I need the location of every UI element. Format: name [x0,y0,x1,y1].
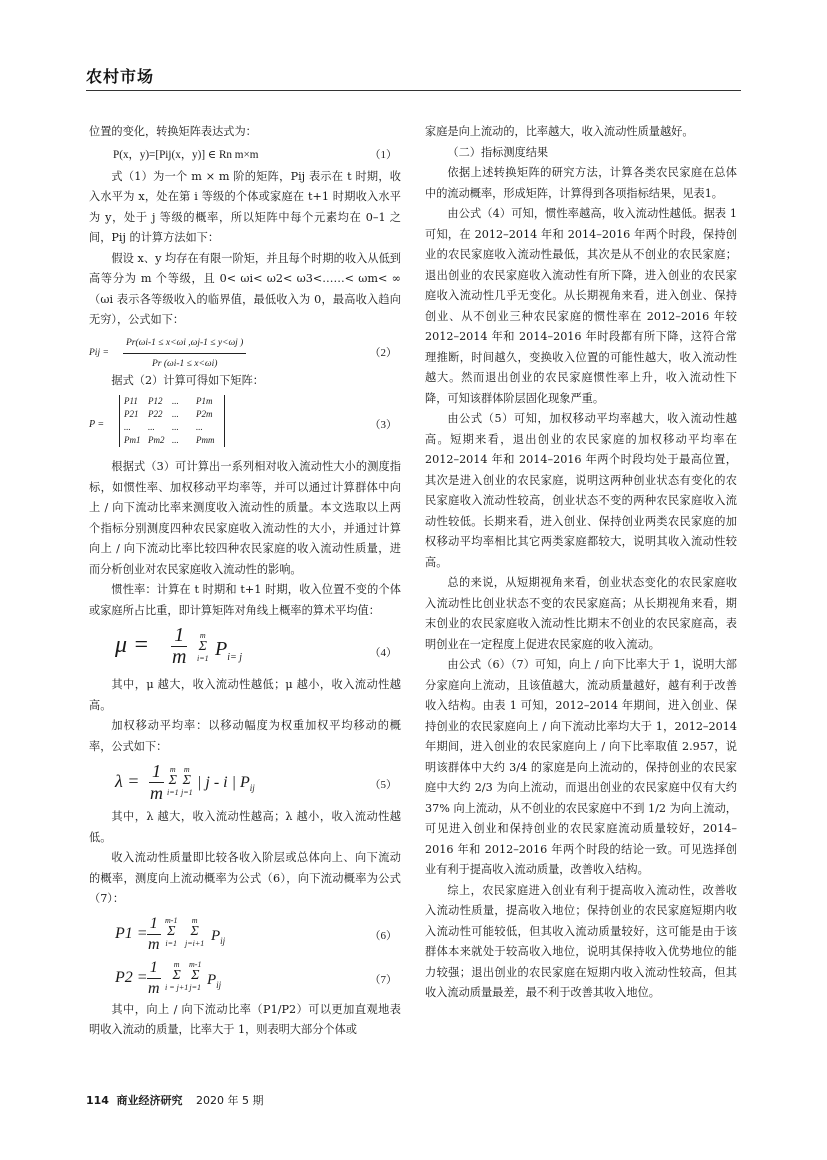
equation-2-fraction [123,333,246,375]
equation-6-number: （6） [369,929,397,942]
matrix-cell: P21 [124,409,139,419]
paragraph: 综上，农民家庭进入创业有利于提高收入流动性，改善收入流动性质量，提高收入地位；保持创业的农民家庭短期内收入流动性可能较低，但其收入流动质量较好，这可能是由于该群体本来就处于较高收入地位，说明其保持收入优势地位的能力较强；退出创业的农民家庭在短期内收入流动性较高，但其收入流动质量最差，最不利于改善其收入地位。 [425,883,737,999]
paragraph: 由公式（4）可知，惯性率越高，收入流动性越低。据表 1 可知，在 2012–2014 年和 2014–2016 年两个时段，保持创业的农民家庭收入流动性最低，其次是从不创业的农民家庭；退出创业的农民家庭收入流动性有所下降，进入创业的农民家庭收入流动性几乎无变化。从长期视角来看，进入创业、保持创业、从不创业三种农民家庭的惯性率在 2012–2016 年较 2012–2014 年和 2014–2016 年时段都有所下降，这符合常理推断，时间越久，变换收入位置的可能性越大，收入流动性越大。然而退出创业的农民家庭惯性率上升，收入流动性下降，可知该群体阶层固化现象严重。 [425,207,737,405]
equation-7-fraction: $\frac{1}{m}$ [148,958,160,997]
equation-6-lhs: P1 = [115,924,148,942]
equation-5-lhs: λ = [115,771,140,791]
sum-symbol: m Σ j=1 [181,765,193,797]
paragraph: 其中，向上 / 向下流动比率（P1/P2）可以更加直观地表明收入流动的质量，比率大于 1，则表明大部分个体或 [89,1002,401,1036]
equation-5-fraction: $\frac{1}{m}$ [150,761,163,803]
paragraph: 式（1）为一个 m × m 阶的矩阵，Pij 表示在 t 时期，收入水平为 x，处在第 i 等级的个体或家庭在 t+1 时期收入水平为 y，处于 j 等级的概率，所以矩阵中每个元素均在 0–1 之间，Pij 的计算方法如下： [89,169,401,244]
equation-1-body: P(x，y)=[Pij(x，y)] ∈ Rn m×m [113,148,259,161]
journal-name: 商业经济研究 [116,1094,183,1107]
page-footer [86,1092,263,1108]
left-column [89,122,401,1041]
matrix-cell: P1m [196,396,213,406]
paragraph: 依据上述转换矩阵的研究方法，计算各类农民家庭在总体中的流动概率，形成矩阵，计算得到各项指标结果，见表1。 [425,166,737,200]
equation-4-lhs: μ = [115,632,150,658]
matrix-row [124,421,220,434]
paragraph: 假设 x、y 均存在有限一阶矩，并且每个时期的收入从低到高等分为 m 个等级，且 0< ωi< ω2< ω3<……< ωm< ∞（ωi 表示各等级收入的临界值，最低收入为 0，最高收入趋向无穷），公式如下： [89,251,401,326]
equation-2-numerator: Pr(ωi-1 ≤ x<ωi ,ωj-1 ≤ y<ωj ) [123,333,246,355]
paragraph: 由公式（6）（7）可知，向上 / 向下比率大于 1，说明大部分家庭向上流动，且该值越大，流动质量越好，越有利于改善收入结构。由表 1 可知，2012–2014 年期间，进入创业、保持创业的农民家庭向上 / 向下流动比率均大于 1，2012–2014 年期间，进入创业的农民家庭向上 / 向下比率取值 2.957，说明该群体中大约 3/4 的家庭是向上流动的，保持创业的农民家庭中大约 2/3 为向上流动，而退出创业的农民家庭中仅有大约 37% 向上流动，从不创业的农民家庭中不到 1/2 为向上流动，可见进入创业和保持创业的农民家庭流动质量较好，2014–2016 年和 2012–2016 年两个时段的结论一致。可见选择创业有利于提高收入流动质量，改善收入结构。 [425,658,737,876]
paragraph: 总的来说，从短期视角来看，创业状态变化的农民家庭收入流动性比创业状态不变的农民家庭高；从长期视角来看，期末创业的农民家庭收入流动性比期末不创业的农民家庭高，表明创业在一定程度上促进农民家庭的收入流动。 [425,576,737,651]
section-heading: （二）指标测度结果 [447,145,549,159]
running-header-title: 农村市场 [86,67,155,86]
matrix-row [124,434,220,447]
matrix-cell: ... [172,435,179,445]
matrix-cell: ... [172,396,179,406]
equation-2 [89,333,401,369]
header-rule [86,90,741,91]
matrix-cell: P11 [124,396,138,406]
paragraph: 加权移动平均率：以移动幅度为权重加权平均移动的概率，公式如下： [89,719,401,753]
equation-2-lhs: Pij = [89,347,109,358]
paragraph: 收入流动性质量即比较各收入阶层或总体向上、向下流动的概率，测度向上流动概率为公式（6），向下流动概率为公式（7）： [89,851,401,905]
paragraph: 其中，λ 越大，收入流动性越高；λ 越小，收入流动性越低。 [89,810,401,844]
equation-3-lhs: P = [89,419,105,430]
equation-2-denominator: Pr (ωi-1 ≤ x<ωi) [151,359,218,369]
equation-1-number: （1） [369,148,397,161]
sum-symbol: m Σ j=i+1 [185,915,205,948]
equation-3-matrix [119,395,225,447]
equation-7-number: （7） [369,973,397,986]
matrix-row [124,395,220,408]
equation-5 [89,759,401,805]
matrix-cell: ... [124,422,131,432]
sum-symbol: m-1 Σ i=1 [165,915,178,948]
equation-6-fraction: $\frac{1}{m}$ [148,914,160,953]
paragraph: 根据式（3）可计算出一系列相对收入流动性大小的测度指标，如惯性率、加权移动平均率等，并可以通过计算群体中向上 / 向下流动比率来测度收入流动性的质量。本文选取以上两个指标分别测度四种农民家庭收入流动性的大小，并通过计算向上 / 向下流动比率比较四种农民家庭的收入流动性质量，进而分析创业对农民家庭收入流动性的影响。 [89,460,401,576]
matrix-cell: ... [172,409,179,419]
equation-4-number: （4） [369,647,397,659]
matrix-cell: Pm2 [148,435,165,445]
equation-6 [89,912,401,954]
paragraph: 位置的变化，转换矩阵表达式为： [89,125,257,138]
matrix-cell: Pm1 [124,435,141,445]
equation-4-term: $P_{i= j}$ [215,638,243,663]
equation-7 [89,956,401,998]
matrix-cell: Pmm [196,435,215,445]
matrix-cell: ... [196,422,203,432]
matrix-cell: P22 [148,409,163,419]
paragraph: 其中，μ 越大，收入流动性越低；μ 越小，收入流动性越高。 [89,678,401,712]
paragraph: 据式（2）计算可得如下矩阵： [111,373,264,387]
issue-label: 2020 年 5 期 [195,1094,264,1107]
equation-5-term: | j - i | $P_{ij}$ [197,774,255,794]
matrix-row [124,408,220,421]
equation-7-term: $P_{ij}$ [207,971,222,990]
matrix-cell: ... [172,422,179,432]
matrix-cell: P2m [196,409,213,419]
equation-2-number: （2） [369,346,397,359]
equation-6-term: $P_{ij}$ [211,927,226,946]
sum-symbol: m-1 Σ j=1 [189,959,202,992]
equation-4 [89,623,401,673]
right-column [425,122,737,1004]
equation-4-fraction: $\frac{1}{m}$ [172,624,187,668]
matrix-cell: ... [148,422,155,432]
sum-symbol: m Σ i=1 [167,765,179,797]
equation-5-number: （5） [369,779,397,791]
matrix-cell: P12 [148,396,163,406]
sum-symbol: m Σ i = j+1 [165,959,189,992]
equation-3-number: （3） [369,419,397,431]
equation-7-lhs: P2 = [115,968,148,986]
page-number: 114 [86,1094,109,1107]
paragraph: 惯性率：计算在 t 时期和 t+1 时期，收入位置不变的个体或家庭所占比重，即计算矩阵对角线上概率的算术平均值： [89,583,401,617]
paragraph: 由公式（5）可知，加权移动平均率越大，收入流动性越高。短期来看，退出创业的农民家庭的加权移动平均率在 2012–2014 年和 2014–2016 年两个时段均处于最高位置，其次是进入创业的农民家庭，说明这两种创业状态有变化的农民家庭收入流动性较高，创业状态不变的两种农民家庭收入流动性较低。长期来看，进入创业、保持创业两类农民家庭的加权移动平均率相比其它两类家庭都较大，说明其收入流动性较高。 [425,412,737,569]
paragraph: 家庭是向上流动的，比率越大，收入流动性质量越好。 [425,125,694,138]
equation-1 [89,145,401,165]
equation-3 [89,393,401,455]
sum-symbol: m Σ i=1 [197,631,209,663]
